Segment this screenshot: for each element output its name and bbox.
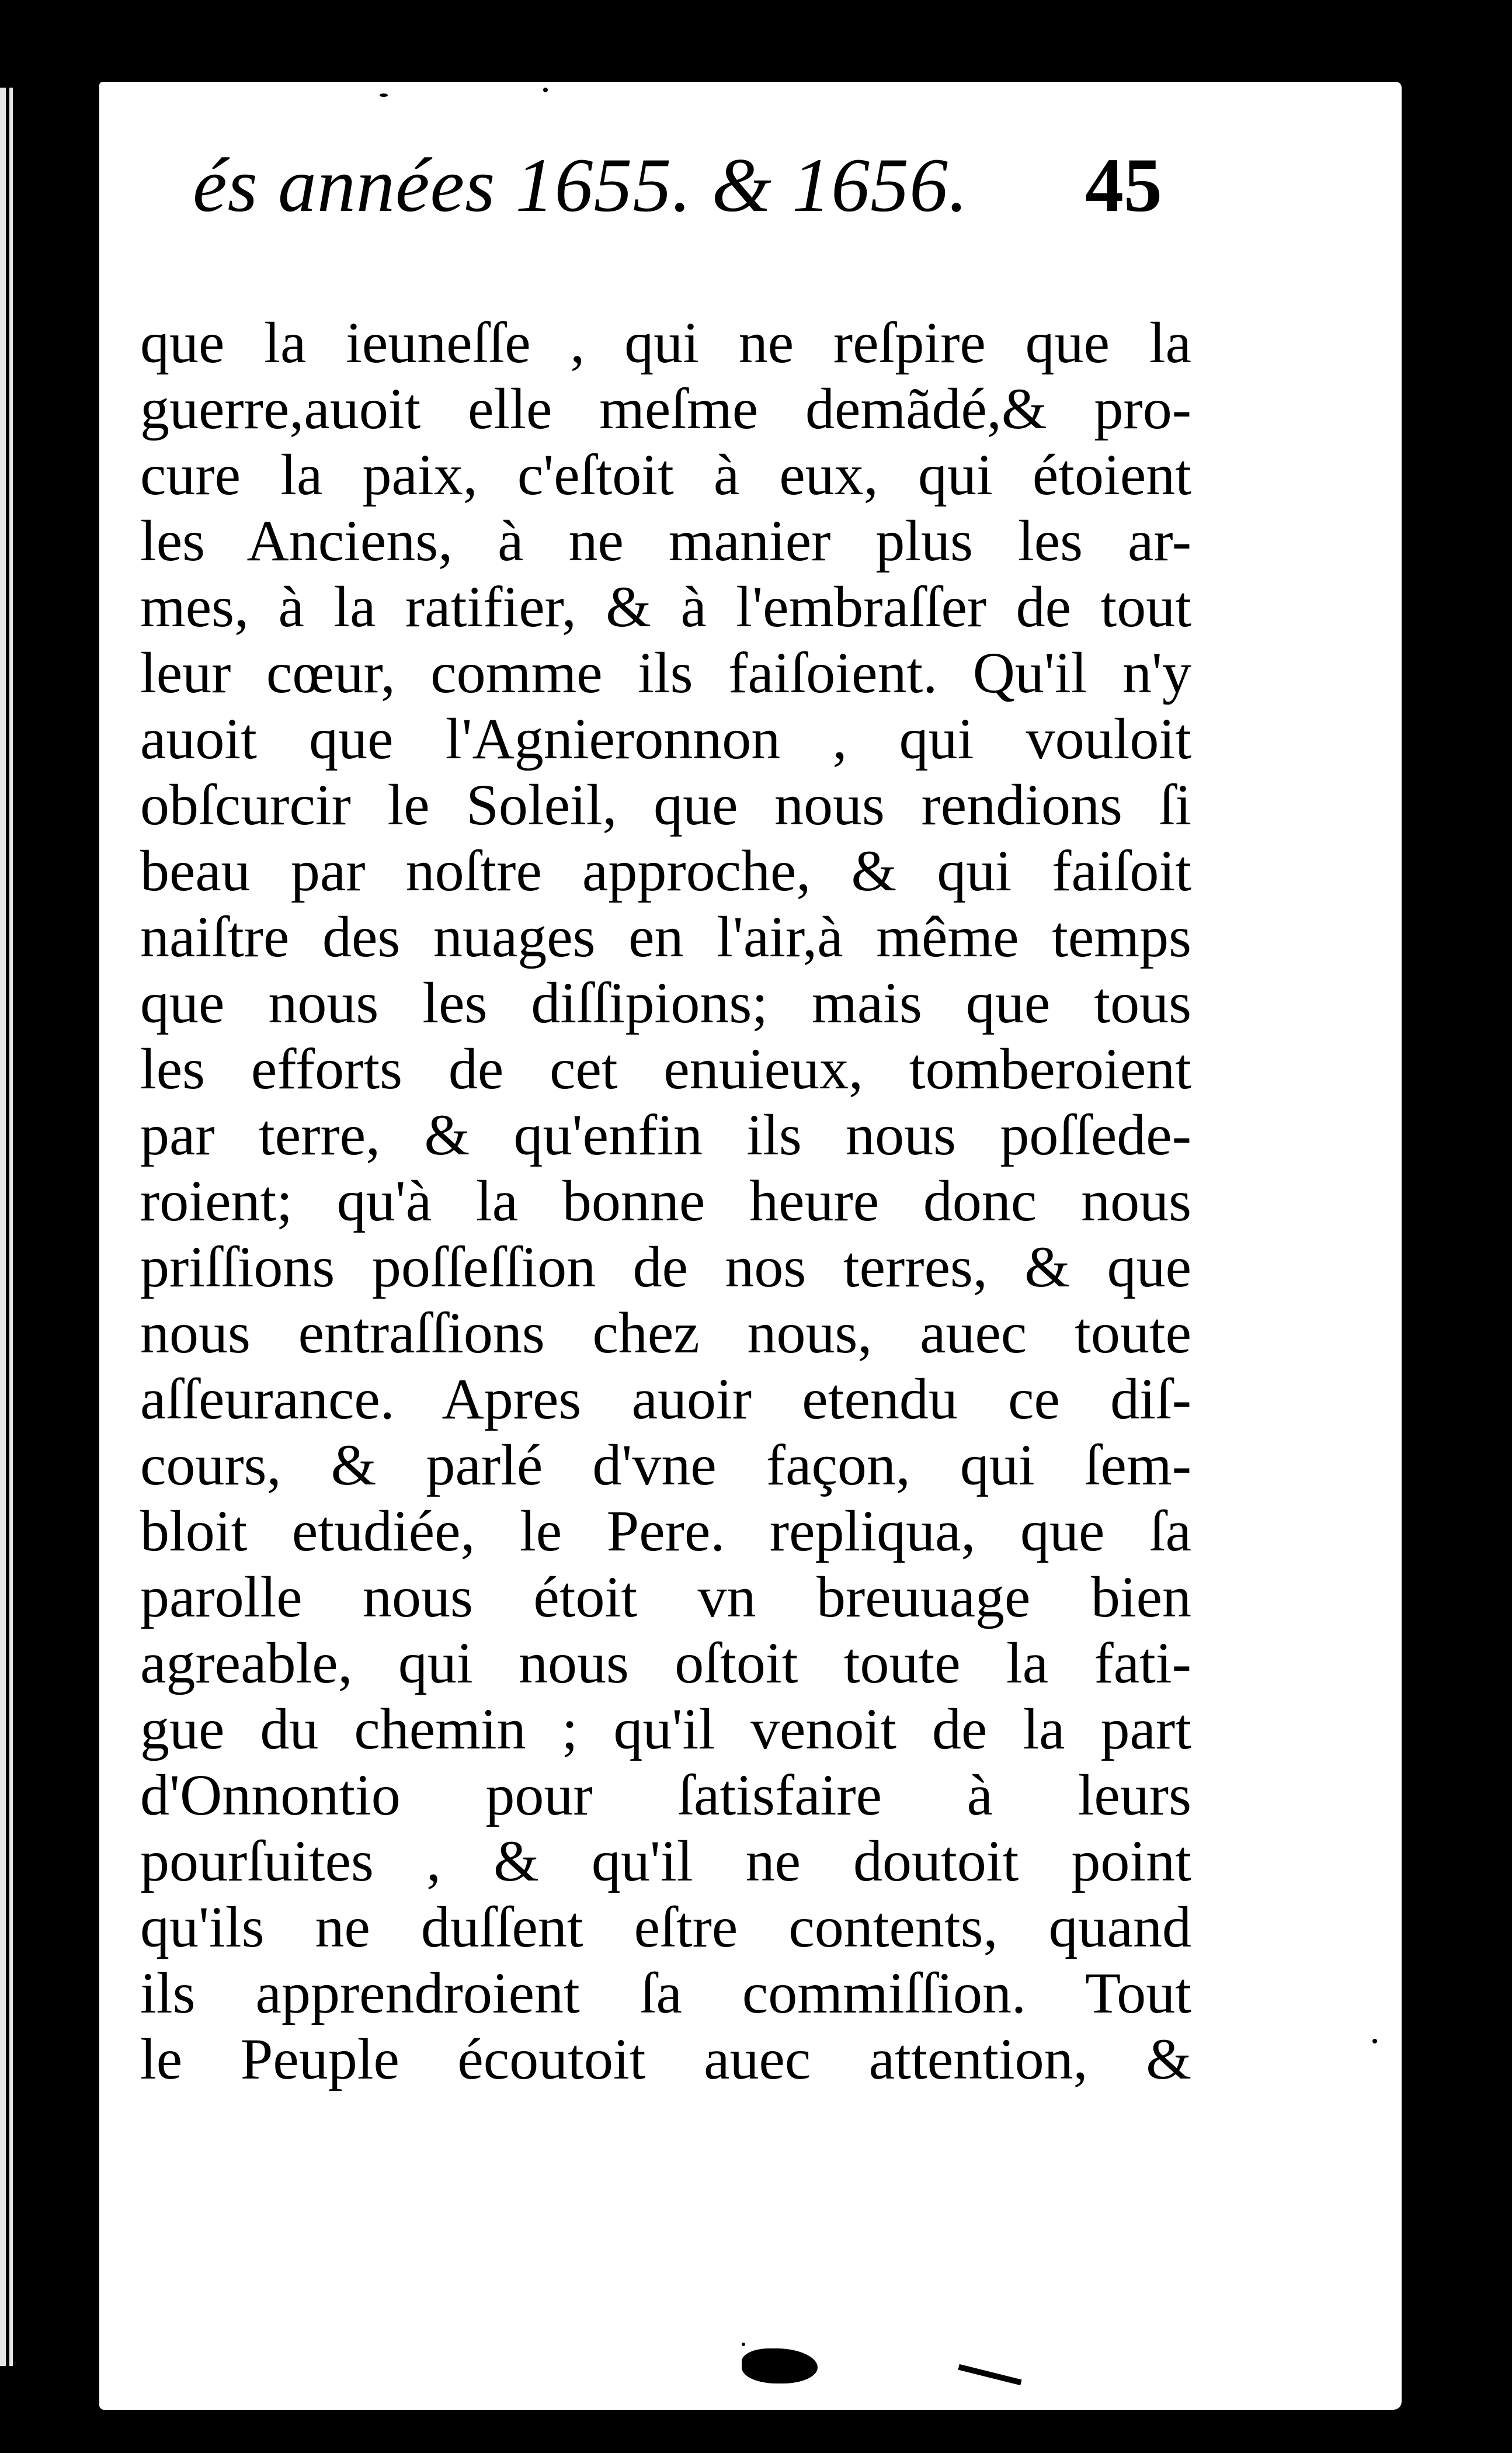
page-number: 45	[1085, 142, 1162, 228]
text-line: beau par noſtre approche, & qui faiſoit	[140, 838, 1191, 903]
ink-stroke	[958, 2364, 1021, 2385]
text-line: obſcurcir le Soleil, que nous rendions ſi	[140, 772, 1191, 837]
running-head-title: és années 1655. & 1656.	[193, 142, 969, 228]
running-head	[193, 140, 1162, 257]
text-line: gue du chemin ; qu'il venoit de la part	[140, 1696, 1191, 1761]
text-line: auoit que l'Agnieronnon , qui vouloit	[140, 706, 1191, 771]
ink-speck	[543, 88, 548, 92]
text-line: mes, à la ratifier, & à l'embraſſer de tout	[140, 574, 1191, 639]
page-edge-shadow	[6, 88, 9, 2366]
ink-speck	[1372, 2039, 1377, 2043]
text-line: que nous les diſſipions; mais que tous	[140, 970, 1191, 1035]
text-line: roient; qu'à la bonne heure donc nous	[140, 1168, 1191, 1233]
ink-smudge	[742, 2348, 818, 2383]
text-line: leur cœur, comme ils faiſoient. Qu'il n'y	[140, 640, 1191, 705]
text-line: pourſuites , & qu'il ne doutoit point	[140, 1829, 1191, 1893]
text-line: agreable, qui nous oſtoit toute la fati-	[140, 1630, 1191, 1695]
text-line: cours, & parlé d'vne façon, qui ſem-	[140, 1432, 1191, 1497]
text-line: bloit etudiée, le Pere. repliqua, que ſa	[140, 1498, 1191, 1563]
text-line: cure la paix, c'eſtoit à eux, qui étoient	[140, 442, 1191, 507]
text-line: les Anciens, à ne manier plus les ar-	[140, 508, 1191, 573]
ink-speck	[380, 93, 388, 97]
text-line: ils apprendroient ſa commiſſion. Tout	[140, 1961, 1191, 2025]
text-line: nous entraſſions chez nous, auec toute	[140, 1300, 1191, 1365]
text-line: priſſions poſſeſſion de nos terres, & que	[140, 1234, 1191, 1299]
text-line: guerre,auoit elle meſme demãdé,& pro-	[140, 376, 1191, 441]
text-line: les efforts de cet enuieux, tomberoient	[140, 1036, 1191, 1101]
text-line: naiſtre des nuages en l'air,à même temps	[140, 904, 1191, 969]
text-line: aſſeurance. Apres auoir etendu ce diſ-	[140, 1366, 1191, 1431]
text-line: qu'ils ne duſſent eſtre contents, quand	[140, 1895, 1191, 1959]
text-line: parolle nous étoit vn breuuage bien	[140, 1564, 1191, 1629]
text-line: par terre, & qu'enfin ils nous poſſede-	[140, 1102, 1191, 1167]
text-line: le Peuple écoutoit auec attention, &	[140, 2027, 1191, 2091]
body-text	[140, 310, 1191, 2092]
ink-speck	[742, 2343, 745, 2346]
text-line: d'Onnontio pour ſatisfaire à leurs	[140, 1762, 1191, 1827]
text-line: que la ieuneſſe , qui ne reſpire que la	[140, 310, 1191, 375]
adjacent-page-edge	[0, 88, 13, 2366]
